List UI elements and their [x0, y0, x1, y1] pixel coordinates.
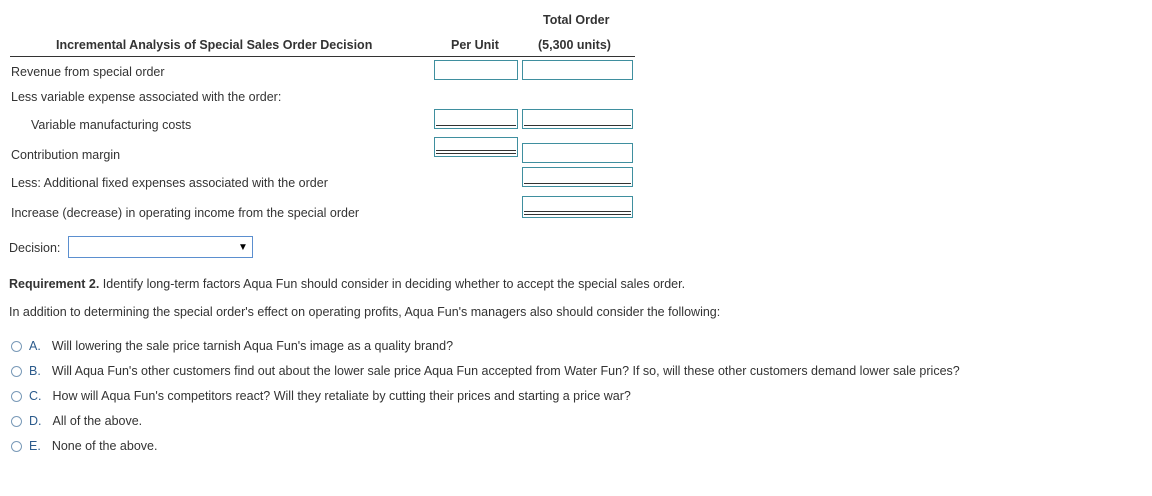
- radio-button-icon[interactable]: [11, 341, 22, 352]
- option-text: Will Aqua Fun's other customers find out about the lower sale price Aqua Fun accepted from Water Fun? If so, will these other customers demand lower sale prices?: [51, 364, 960, 378]
- fixed-expenses-total-input[interactable]: [522, 167, 633, 187]
- row-label-operating-income: Increase (decrease) in operating income from the special order: [11, 206, 360, 220]
- header-divider: [10, 56, 635, 57]
- revenue-per-unit-input[interactable]: [434, 60, 518, 80]
- per-unit-header: Per Unit: [451, 38, 499, 52]
- requirement-intro: In addition to determining the special order's effect on operating profits, Aqua Fun's managers also should consider the following:: [9, 305, 721, 319]
- radio-button-icon[interactable]: [11, 416, 22, 427]
- radio-button-icon[interactable]: [11, 366, 22, 377]
- option-text: How will Aqua Fun's competitors react? Will they retaliate by cutting their prices and starting a price war?: [52, 389, 631, 403]
- row-label-contribution-margin: Contribution margin: [11, 148, 121, 162]
- total-order-header-line1: Total Order: [543, 13, 610, 27]
- requirement-line: [9, 277, 685, 291]
- radio-button-icon[interactable]: [11, 391, 22, 402]
- option-letter: A.: [29, 339, 41, 353]
- requirement-label: Requirement 2.: [9, 277, 100, 291]
- decision-label: Decision:: [9, 241, 61, 255]
- option-letter: E.: [29, 439, 41, 453]
- option-c[interactable]: [11, 389, 631, 403]
- row-label-less-variable: Less variable expense associated with the order:: [11, 90, 282, 104]
- option-text: Will lowering the sale price tarnish Aqua Fun's image as a quality brand?: [51, 339, 454, 353]
- dropdown-arrow-icon[interactable]: ▼: [238, 241, 248, 253]
- row-label-variable-manufacturing: Variable manufacturing costs: [31, 118, 192, 132]
- revenue-total-input[interactable]: [522, 60, 633, 80]
- option-letter: B.: [29, 364, 41, 378]
- option-letter: C.: [29, 389, 42, 403]
- operating-income-total-input[interactable]: [522, 196, 633, 218]
- table-title: Incremental Analysis of Special Sales Order Decision: [56, 38, 373, 52]
- variable-cost-per-unit-input[interactable]: [434, 109, 518, 129]
- row-label-revenue: Revenue from special order: [11, 65, 165, 79]
- option-text: None of the above.: [51, 439, 158, 453]
- contribution-margin-per-unit-input[interactable]: [434, 137, 518, 157]
- total-order-header-line2: (5,300 units): [538, 38, 611, 52]
- row-label-fixed-expenses: Less: Additional fixed expenses associated with the order: [11, 176, 328, 190]
- variable-cost-total-input[interactable]: [522, 109, 633, 129]
- option-a[interactable]: [11, 339, 453, 353]
- contribution-margin-total-input[interactable]: [522, 143, 633, 163]
- option-text: All of the above.: [52, 414, 143, 428]
- decision-dropdown[interactable]: [68, 236, 253, 258]
- option-b[interactable]: [11, 364, 960, 378]
- option-letter: D.: [29, 414, 42, 428]
- option-e[interactable]: [11, 439, 157, 453]
- radio-button-icon[interactable]: [11, 441, 22, 452]
- option-d[interactable]: [11, 414, 142, 428]
- requirement-text: Identify long-term factors Aqua Fun should consider in deciding whether to accept the special sales order.: [102, 277, 686, 291]
